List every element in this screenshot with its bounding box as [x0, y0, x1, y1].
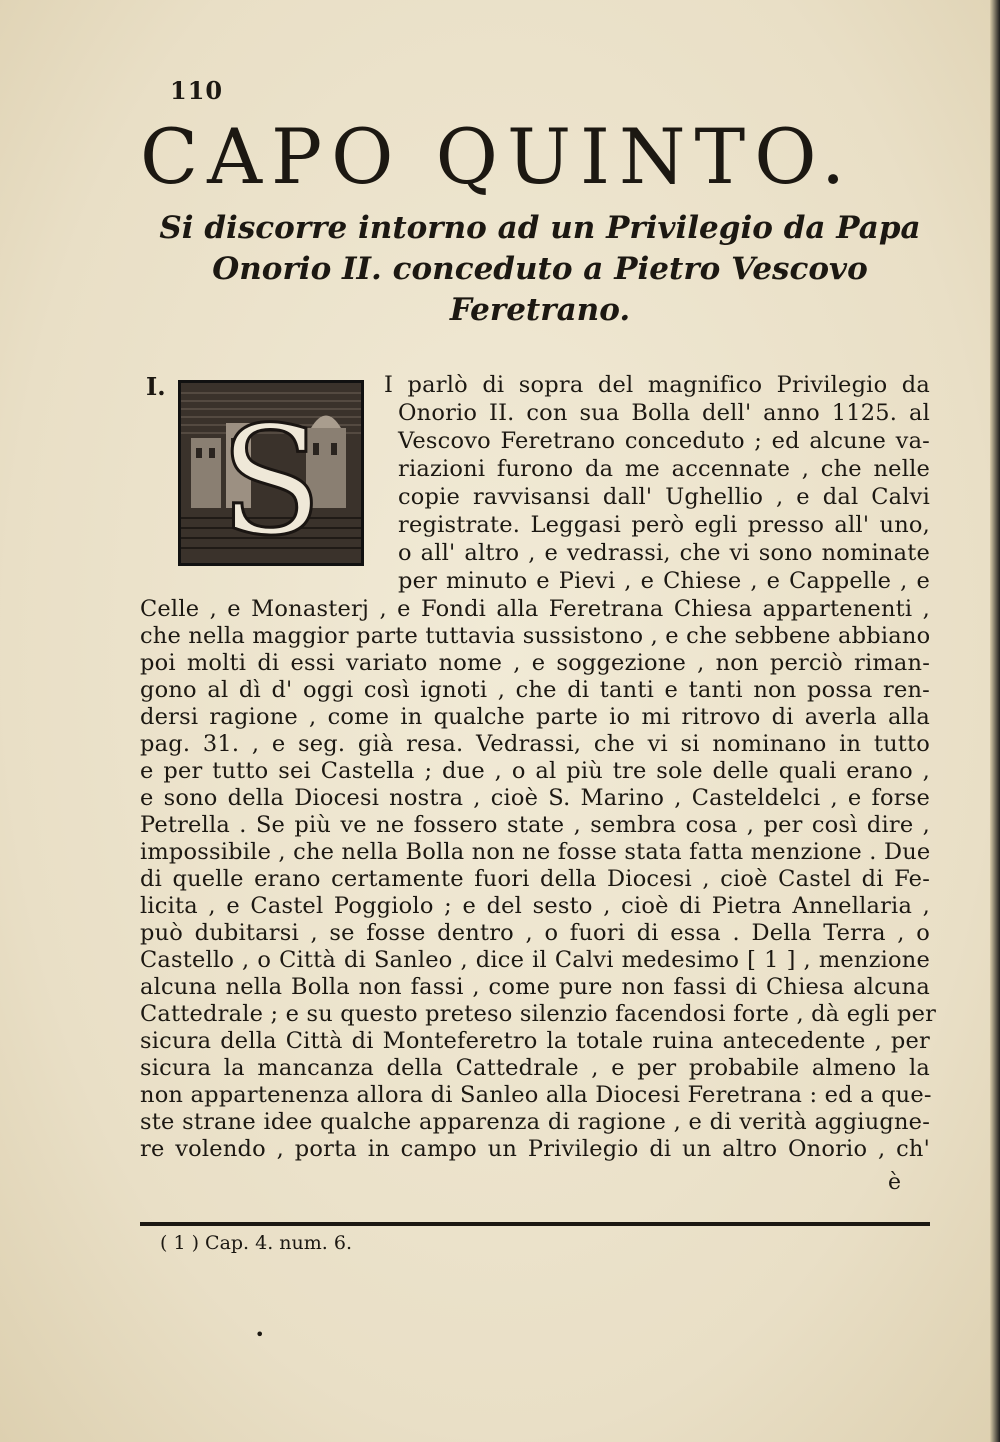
body-line: Celle , e Monasterj , e Fondi alla Feretrana Chiesa appartenenti , — [140, 596, 930, 622]
body-line: Petrella . Se più ve ne fossero state , sembra cosa , per così dire , — [140, 812, 930, 838]
body-line: o all' altro , e vedrassi, che vi sono nominate — [398, 540, 930, 566]
body-line: ste strane idee qualche apparenza di ragione , e di verità aggiugne- — [140, 1109, 930, 1135]
body-line: dersi ragione , come in qualche parte io mi ritrovo di averla alla — [140, 704, 930, 730]
section-number: I. — [146, 372, 166, 401]
body-line: sicura della Città di Monteferetro la totale ruina antecedente , per — [140, 1028, 930, 1054]
chapter-subtitle — [150, 208, 930, 331]
body-line: riazioni furono da me accennate , che nelle — [398, 456, 930, 482]
body-line: Castello , o Città di Sanleo , dice il Calvi medesimo [ 1 ] , menzione — [140, 947, 930, 973]
body-line: impossibile , che nella Bolla non ne fosse stata fatta menzione . Due — [140, 839, 931, 865]
decorated-initial-illustration — [181, 383, 361, 563]
body-line: e per tutto sei Castella ; due , o al più tre sole delle quali erano , — [140, 758, 930, 784]
footnote: ( 1 ) Cap. 4. num. 6. — [160, 1232, 353, 1254]
body-line: che nella maggior parte tuttavia sussistono , e che sebbene abbiano — [140, 623, 931, 649]
drop-cap-letter: S — [219, 395, 323, 563]
page-number: 110 — [170, 76, 224, 105]
body-line: alcuna nella Bolla non fassi , come pure non fassi di Chiesa alcuna — [140, 974, 930, 1000]
body-line: per minuto e Pievi , e Chiese , e Cappelle , e — [398, 568, 930, 594]
ink-speck: • — [255, 1325, 265, 1344]
subtitle-line: Onorio II. conceduto a Pietro Vescovo — [212, 251, 868, 287]
body-line: registrate. Leggasi però egli presso all' uno, — [398, 512, 930, 538]
body-line: licita , e Castel Poggiolo ; e del sesto , cioè di Pietra Annellaria , — [140, 893, 930, 919]
body-line: Onorio II. con sua Bolla dell' anno 1125. al — [398, 400, 930, 426]
body-line: può dubitarsi , se fosse dentro , o fuori di essa . Della Terra , o — [140, 920, 930, 946]
body-line: Cattedrale ; e su questo preteso silenzio facendosi forte , dà egli per — [140, 1001, 937, 1027]
page-edge-shadow — [990, 0, 1000, 1442]
body-line: Vescovo Feretrano conceduto ; ed alcune va- — [398, 428, 930, 454]
decorated-initial — [178, 380, 364, 566]
body-line: gono al dì d' oggi così ignoti , che di tanti e tanti non possa ren- — [140, 677, 930, 703]
body-line: re volendo , porta in campo un Privilegio di un altro Onorio , ch' — [140, 1136, 930, 1162]
body-line: non appartenenza allora di Sanleo alla Diocesi Feretrana : ed a que- — [140, 1082, 932, 1108]
footnote-rule — [140, 1222, 930, 1226]
body-line: di quelle erano certamente fuori della Diocesi , cioè Castel di Fe- — [140, 866, 930, 892]
body-line: sicura la mancanza della Cattedrale , e per probabile almeno la — [140, 1055, 930, 1081]
body-line: copie ravvisansi dall' Ughellio , e dal Calvi — [398, 484, 930, 510]
chapter-title: CAPO QUINTO. — [140, 112, 855, 201]
subtitle-line: Feretrano. — [449, 292, 631, 328]
body-line: poi molti di essi variato nome , e soggezione , non perciò riman- — [140, 650, 930, 676]
body-line: I parlò di sopra del magnifico Privilegio da — [384, 372, 930, 398]
body-line: e sono della Diocesi nostra , cioè S. Marino , Casteldelci , e forse — [140, 785, 930, 811]
subtitle-line: Si discorre intorno ad un Privilegio da Papa — [159, 210, 921, 246]
catchword: è — [888, 1170, 902, 1195]
body-line: pag. 31. , e seg. già resa. Vedrassi, che vi si nominano in tutto — [140, 731, 930, 757]
